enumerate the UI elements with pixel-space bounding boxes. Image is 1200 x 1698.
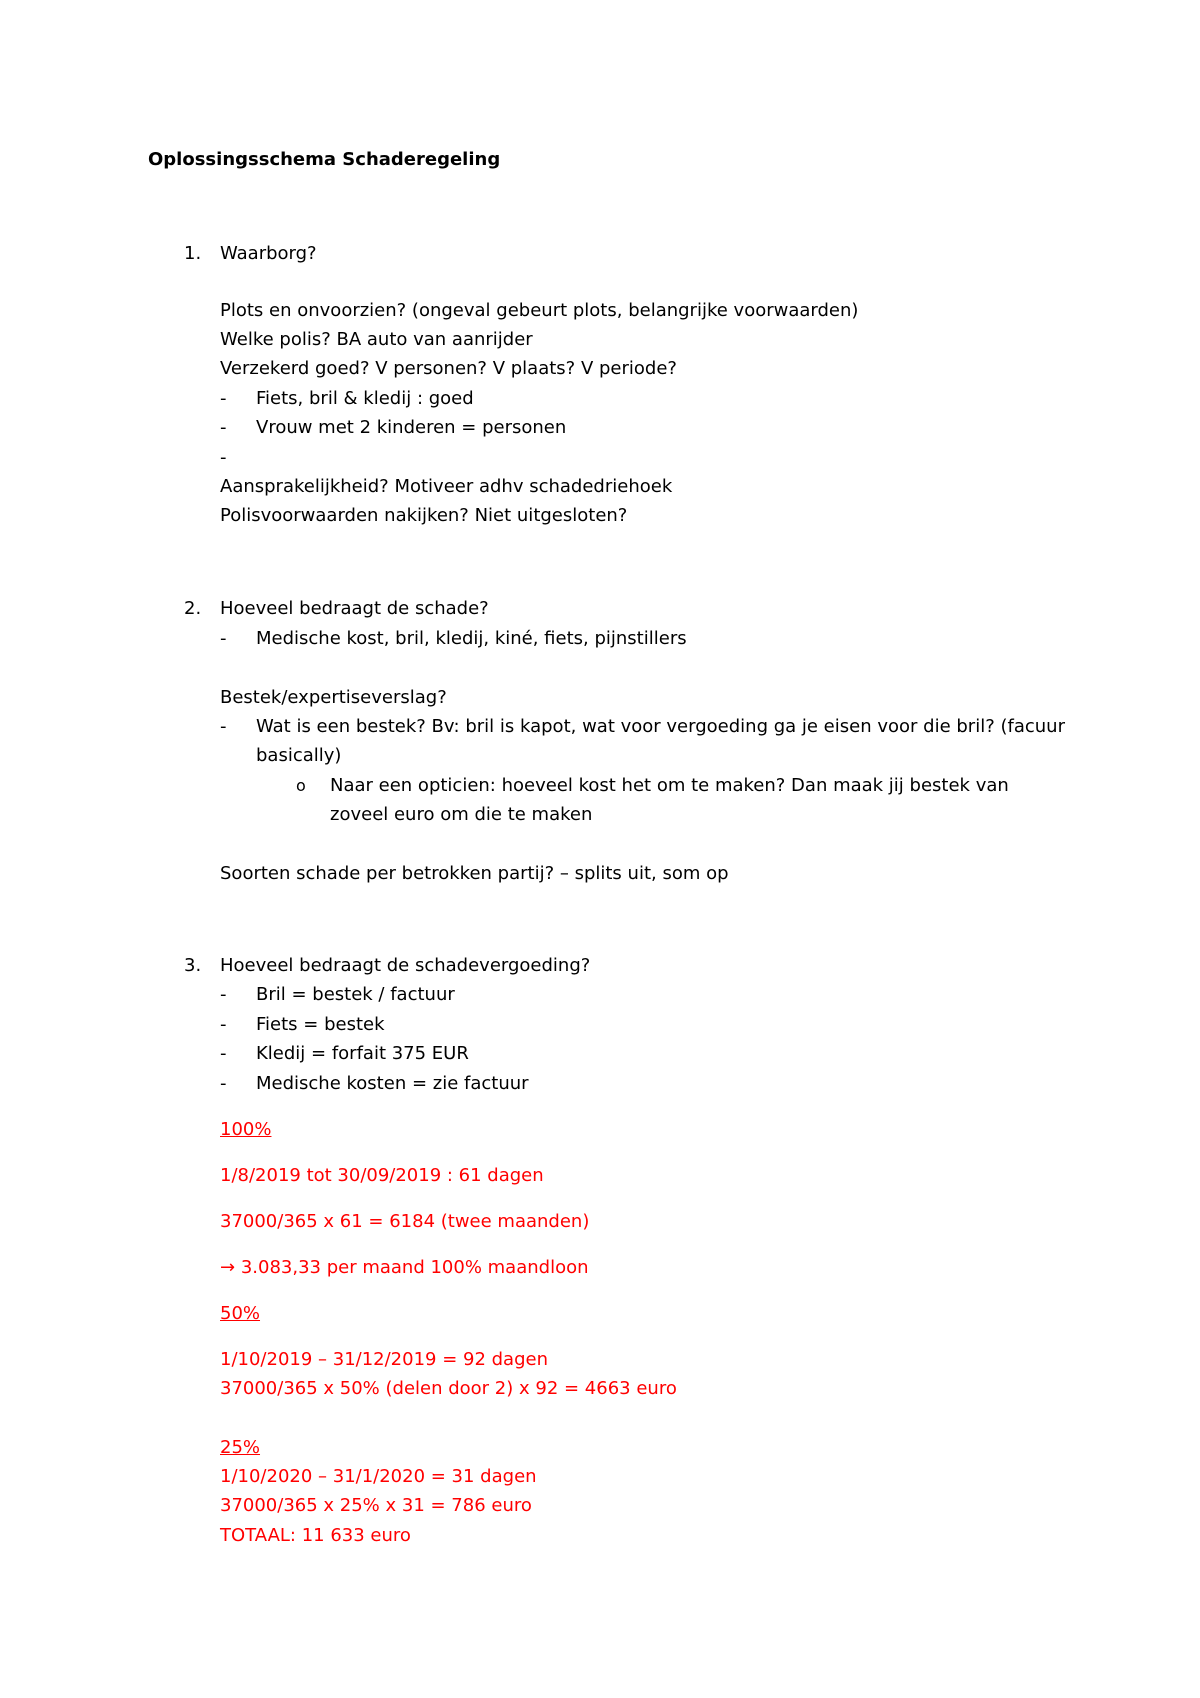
section-1-line-3: Verzekerd goed? V personen? V plaats? V periode? xyxy=(220,358,677,379)
circle-bullet-marker: o xyxy=(296,776,306,795)
section-2-subheading: Bestek/expertiseverslag? xyxy=(220,687,447,708)
section-2-subbullet-line-2: basically) xyxy=(256,745,342,766)
calc-25-period: 1/10/2020 – 31/1/2020 = 31 dagen xyxy=(220,1466,537,1487)
section-1-after-2: Polisvoorwaarden nakijken? Niet uitgesloten? xyxy=(220,505,628,526)
dash-marker: - xyxy=(220,388,227,409)
calc-100-label: 100% xyxy=(220,1119,272,1140)
dash-marker: - xyxy=(220,1043,227,1064)
dash-marker: - xyxy=(220,984,227,1005)
calc-25-formula: 37000/365 x 25% x 31 = 786 euro xyxy=(220,1495,532,1516)
section-2-nested-line-1: Naar een opticien: hoeveel kost het om te maken? Dan maak jij bestek van xyxy=(330,775,1009,796)
section-1-heading: Waarborg? xyxy=(220,243,317,264)
dash-marker: - xyxy=(220,447,227,468)
calc-100-result-text: 3.083,33 per maand 100% maandloon xyxy=(235,1257,589,1278)
section-2-number: 2. xyxy=(184,598,202,619)
section-3-heading: Hoeveel bedraagt de schadevergoeding? xyxy=(220,955,591,976)
calc-total: TOTAAL: 11 633 euro xyxy=(220,1525,411,1546)
calc-50-label: 50% xyxy=(220,1303,261,1324)
arrow-right-icon: → xyxy=(220,1257,236,1278)
section-2-closing: Soorten schade per betrokken partij? – splits uit, som op xyxy=(220,863,729,884)
section-1-bullet-1: Fiets, bril & kledij : goed xyxy=(256,388,474,409)
section-1-after-1: Aansprakelijkheid? Motiveer adhv schadedriehoek xyxy=(220,476,673,497)
section-1-line-2: Welke polis? BA auto van aanrijder xyxy=(220,329,533,350)
dash-marker: - xyxy=(220,716,227,737)
section-3-bullet-3: Kledij = forfait 375 EUR xyxy=(256,1043,469,1064)
calc-50-period: 1/10/2019 – 31/12/2019 = 92 dagen xyxy=(220,1349,548,1370)
section-2-nested-line-2: zoveel euro om die te maken xyxy=(330,804,593,825)
section-1-line-1: Plots en onvoorzien? (ongeval gebeurt plots, belangrijke voorwaarden) xyxy=(220,300,859,321)
section-2-heading: Hoeveel bedraagt de schade? xyxy=(220,598,489,619)
dash-marker: - xyxy=(220,628,227,649)
section-3-bullet-2: Fiets = bestek xyxy=(256,1014,385,1035)
calc-100-result xyxy=(220,1256,589,1280)
section-3-bullet-1: Bril = bestek / factuur xyxy=(256,984,455,1005)
section-3-bullet-4: Medische kosten = zie factuur xyxy=(256,1073,529,1094)
section-2-bullet-1: Medische kost, bril, kledij, kiné, fiets, pijnstillers xyxy=(256,628,687,649)
dash-marker: - xyxy=(220,417,227,438)
calc-50-formula: 37000/365 x 50% (delen door 2) x 92 = 4663 euro xyxy=(220,1378,677,1399)
calc-100-formula: 37000/365 x 61 = 6184 (twee maanden) xyxy=(220,1211,590,1232)
section-1-number: 1. xyxy=(184,243,202,264)
section-1-bullet-2: Vrouw met 2 kinderen = personen xyxy=(256,417,567,438)
calc-100-period: 1/8/2019 tot 30/09/2019 : 61 dagen xyxy=(220,1165,544,1186)
dash-marker: - xyxy=(220,1073,227,1094)
document-title: Oplossingsschema Schaderegeling xyxy=(148,149,501,170)
dash-marker: - xyxy=(220,1014,227,1035)
calc-25-label: 25% xyxy=(220,1437,261,1458)
section-3-number: 3. xyxy=(184,955,202,976)
section-2-subbullet-line-1: Wat is een bestek? Bv: bril is kapot, wat voor vergoeding ga je eisen voor die bril? (facuur xyxy=(256,716,1065,737)
